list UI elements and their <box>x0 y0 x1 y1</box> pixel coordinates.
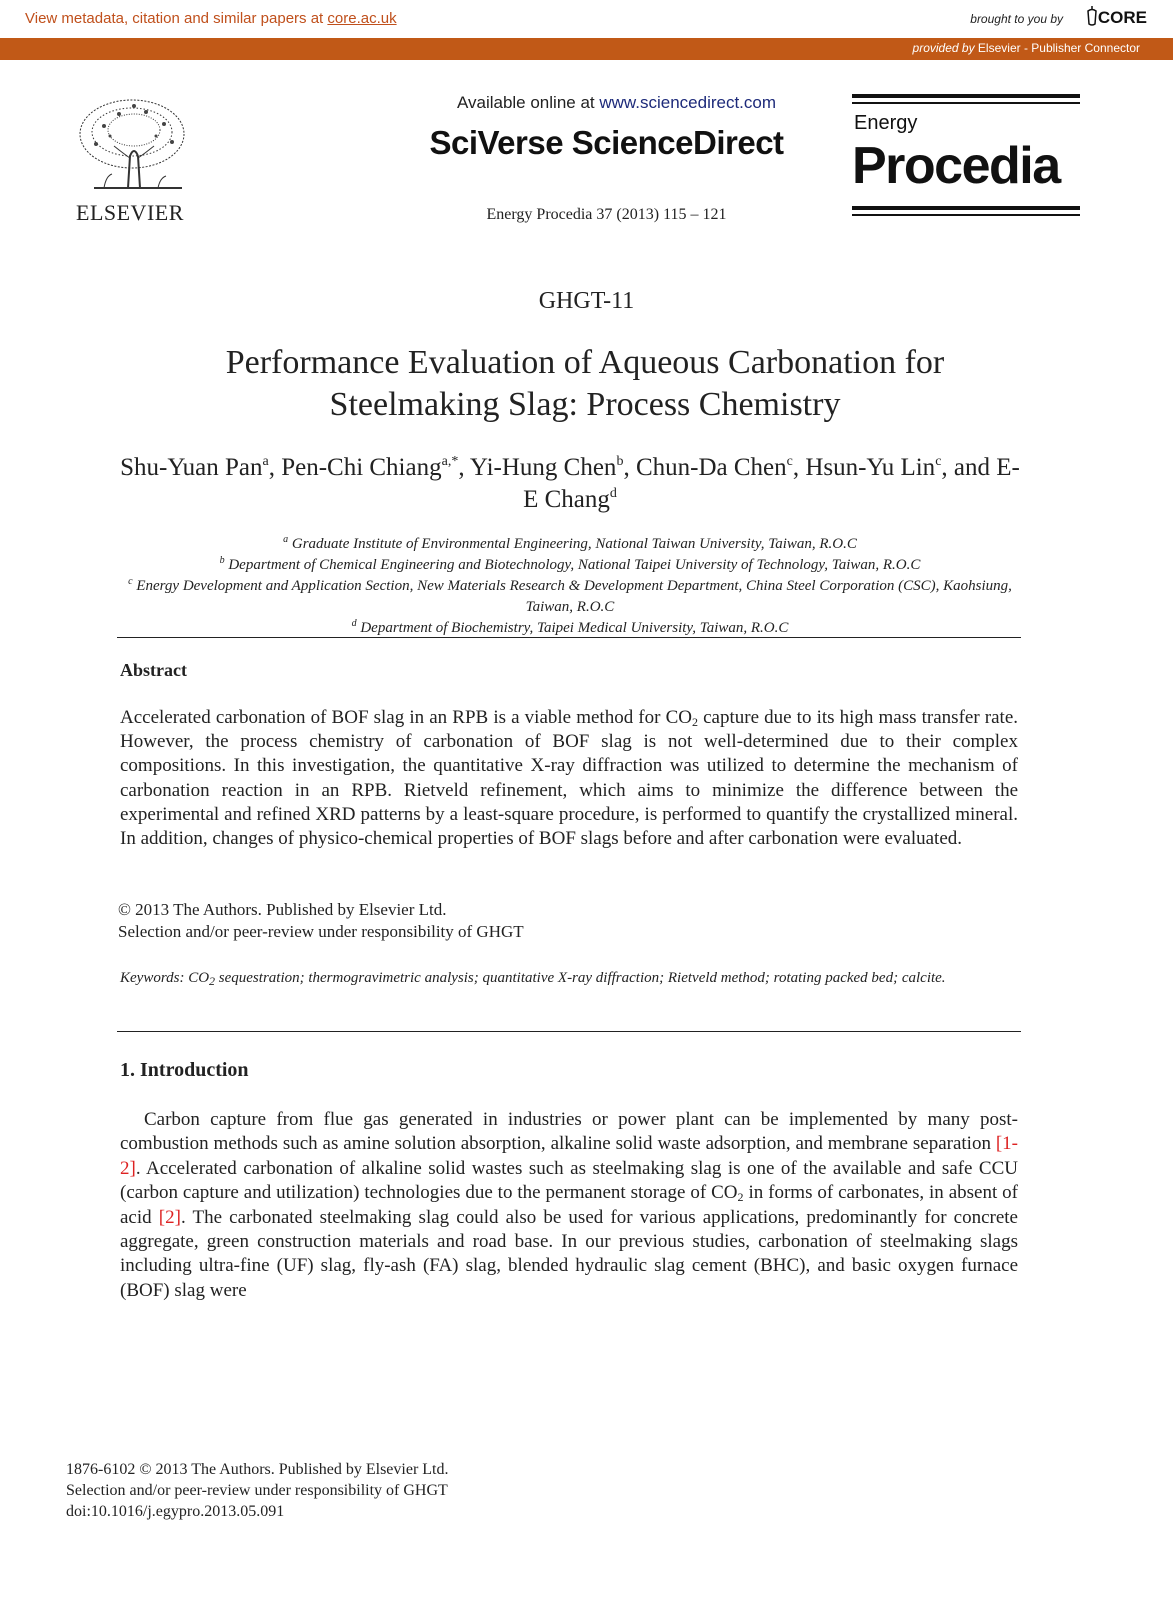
affiliation: $^b$ Department of Chemical Engineering and Biotechnology, National Taipei University of Technology, Taiwan, R.O.C <box>219 555 921 573</box>
citation-link[interactable]: [2] <box>158 1206 181 1228</box>
abstract-heading: Abstract <box>120 660 187 680</box>
journal-reference: Energy Procedia 37 (2013) 115 – 121 <box>486 206 727 223</box>
citation-link[interactable]: [1-2] <box>120 1133 1018 1179</box>
title-line-2: Steelmaking Slag: Process Chemistry <box>329 386 841 423</box>
core-banner <box>0 0 1173 38</box>
divider-bottom <box>117 1031 1021 1032</box>
affiliation: $^a$ Graduate Institute of Environmental Engineering, National Taiwan University, Taiwan, R.O.C <box>283 534 857 552</box>
elsevier-wordmark: ELSEVIER <box>76 200 184 225</box>
section-heading-introduction: 1. Introduction <box>120 1059 249 1081</box>
sciencedirect-link[interactable]: www.sciencedirect.com <box>599 93 777 112</box>
footer-peer-review-line: Selection and/or peer-review under responsibility of GHGT <box>66 1482 448 1499</box>
logo-procedia-word: Procedia <box>852 137 1060 195</box>
abstract-copyright <box>118 899 524 943</box>
title-line-1: Performance Evaluation of Aqueous Carbonation for <box>225 344 945 381</box>
provided-prefix: provided by <box>912 41 975 55</box>
affiliation: $^d$ Department of Biochemistry, Taipei Medical University, Taiwan, R.O.C <box>351 618 789 636</box>
page-footer <box>66 1459 449 1522</box>
divider-top <box>117 637 1021 638</box>
affiliation: $^c$ Energy Development and Application Section, New Materials Research & Development Department, China Steel Corporation (CSC), Kaohsiung, Taiwan, R.O.C <box>128 576 1012 615</box>
author: E-E Chang$^d$ <box>523 454 1020 513</box>
sciverse-wordmark: SciVerse ScienceDirect <box>429 124 784 161</box>
core-provided-text[interactable] <box>913 41 1140 55</box>
abstract-text: Accelerated carbonation of BOF slag in an RPB is a viable method for $CO_2$ capture due to its high mass transfer rate. However, the process chemistry of carbonation of BOF slag is not well-determined due to their complex compositions. In this investigation, the quantitative X-ray diffraction was utilized to determine the mechanism of carbonation reaction in an RPB. Rietveld refinement, which aims to minimize the difference between the experimental and refined XRD patterns by a least-square procedure, is performed to quantify the crystallized mineral. In addition, changes of physico-chemical properties of BOF slags before and after carbonation were evaluated. <box>120 707 1018 850</box>
footer-doi[interactable]: doi:10.1016/j.egypro.2013.05.091 <box>66 1503 285 1520</box>
core-link[interactable]: core.ac.uk <box>327 10 397 27</box>
paper-title <box>150 342 1020 426</box>
author-list: Shu-Yuan Pan$^a$, Pen-Chi Chiang$^{a,*}$, Yi-Hung Chen$^b$, Chun-Da Chen$^c$, Hsun-Yu Lin$^c$, and E-E Chang$^d$ <box>120 454 1020 513</box>
core-brand[interactable]: CORE <box>1097 8 1147 27</box>
affiliations <box>120 534 1020 639</box>
available-prefix: Available online at <box>456 93 600 112</box>
author: Yi-Hung Chen$^b$ <box>469 454 624 481</box>
peer-review-line: Selection and/or peer-review under responsibility of GHGT <box>118 922 524 941</box>
introduction-paragraph: Carbon capture from flue gas generated in industries or power plant can be implemented by many post-combustion methods such as amine solution absorption, alkaline solid waste adsorption, and membrane separation [1-2]. Accelerated carbonation of alkaline solid wastes such as steelmaking slag is one of the available and safe CCU (carbon capture and utilization) technologies due to the permanent storage of $CO_2$ in forms of carbonates, in absent of acid [2]. The carbonated steelmaking slag could also be used for various applications, predominantly for concrete aggregate, green construction materials and road base. In our previous studies, carbonation of steelmaking slags including ultra-fine (UF) slag, fly-ash (FA) slag, blended hydraulic slag cement (BHC), and basic oxygen furnace (BOF) slag were <box>120 1109 1019 1301</box>
keywords: Keywords: $CO_2$ sequestration; thermogravimetric analysis; quantitative X-ray diffraction; Rietveld method; rotating packed bed; calcite. <box>120 970 946 988</box>
energy-procedia-logo <box>852 94 1080 224</box>
footer-issn-line: 1876-6102 © 2013 The Authors. Published by Elsevier Ltd. <box>66 1461 449 1478</box>
core-brought-by: brought to you by <box>970 12 1063 26</box>
logo-energy-word: Energy <box>854 112 918 134</box>
core-view-text: View metadata, citation and similar papers at <box>25 10 328 27</box>
conference-name: GHGT-11 <box>538 288 635 314</box>
author: Hsun-Yu Lin$^c$ <box>805 454 942 481</box>
core-provided-bar <box>0 38 1173 60</box>
author: Chun-Da Chen$^c$ <box>635 454 793 481</box>
author: Shu-Yuan Pan$^a$ <box>120 454 269 481</box>
provided-source: Elsevier - Publisher Connector <box>974 41 1140 55</box>
author: Pen-Chi Chiang$^{a,*}$ <box>281 454 459 481</box>
copyright-line: © 2013 The Authors. Published by Elsevier Ltd. <box>118 900 447 919</box>
core-metadata-link-text[interactable] <box>25 10 397 27</box>
